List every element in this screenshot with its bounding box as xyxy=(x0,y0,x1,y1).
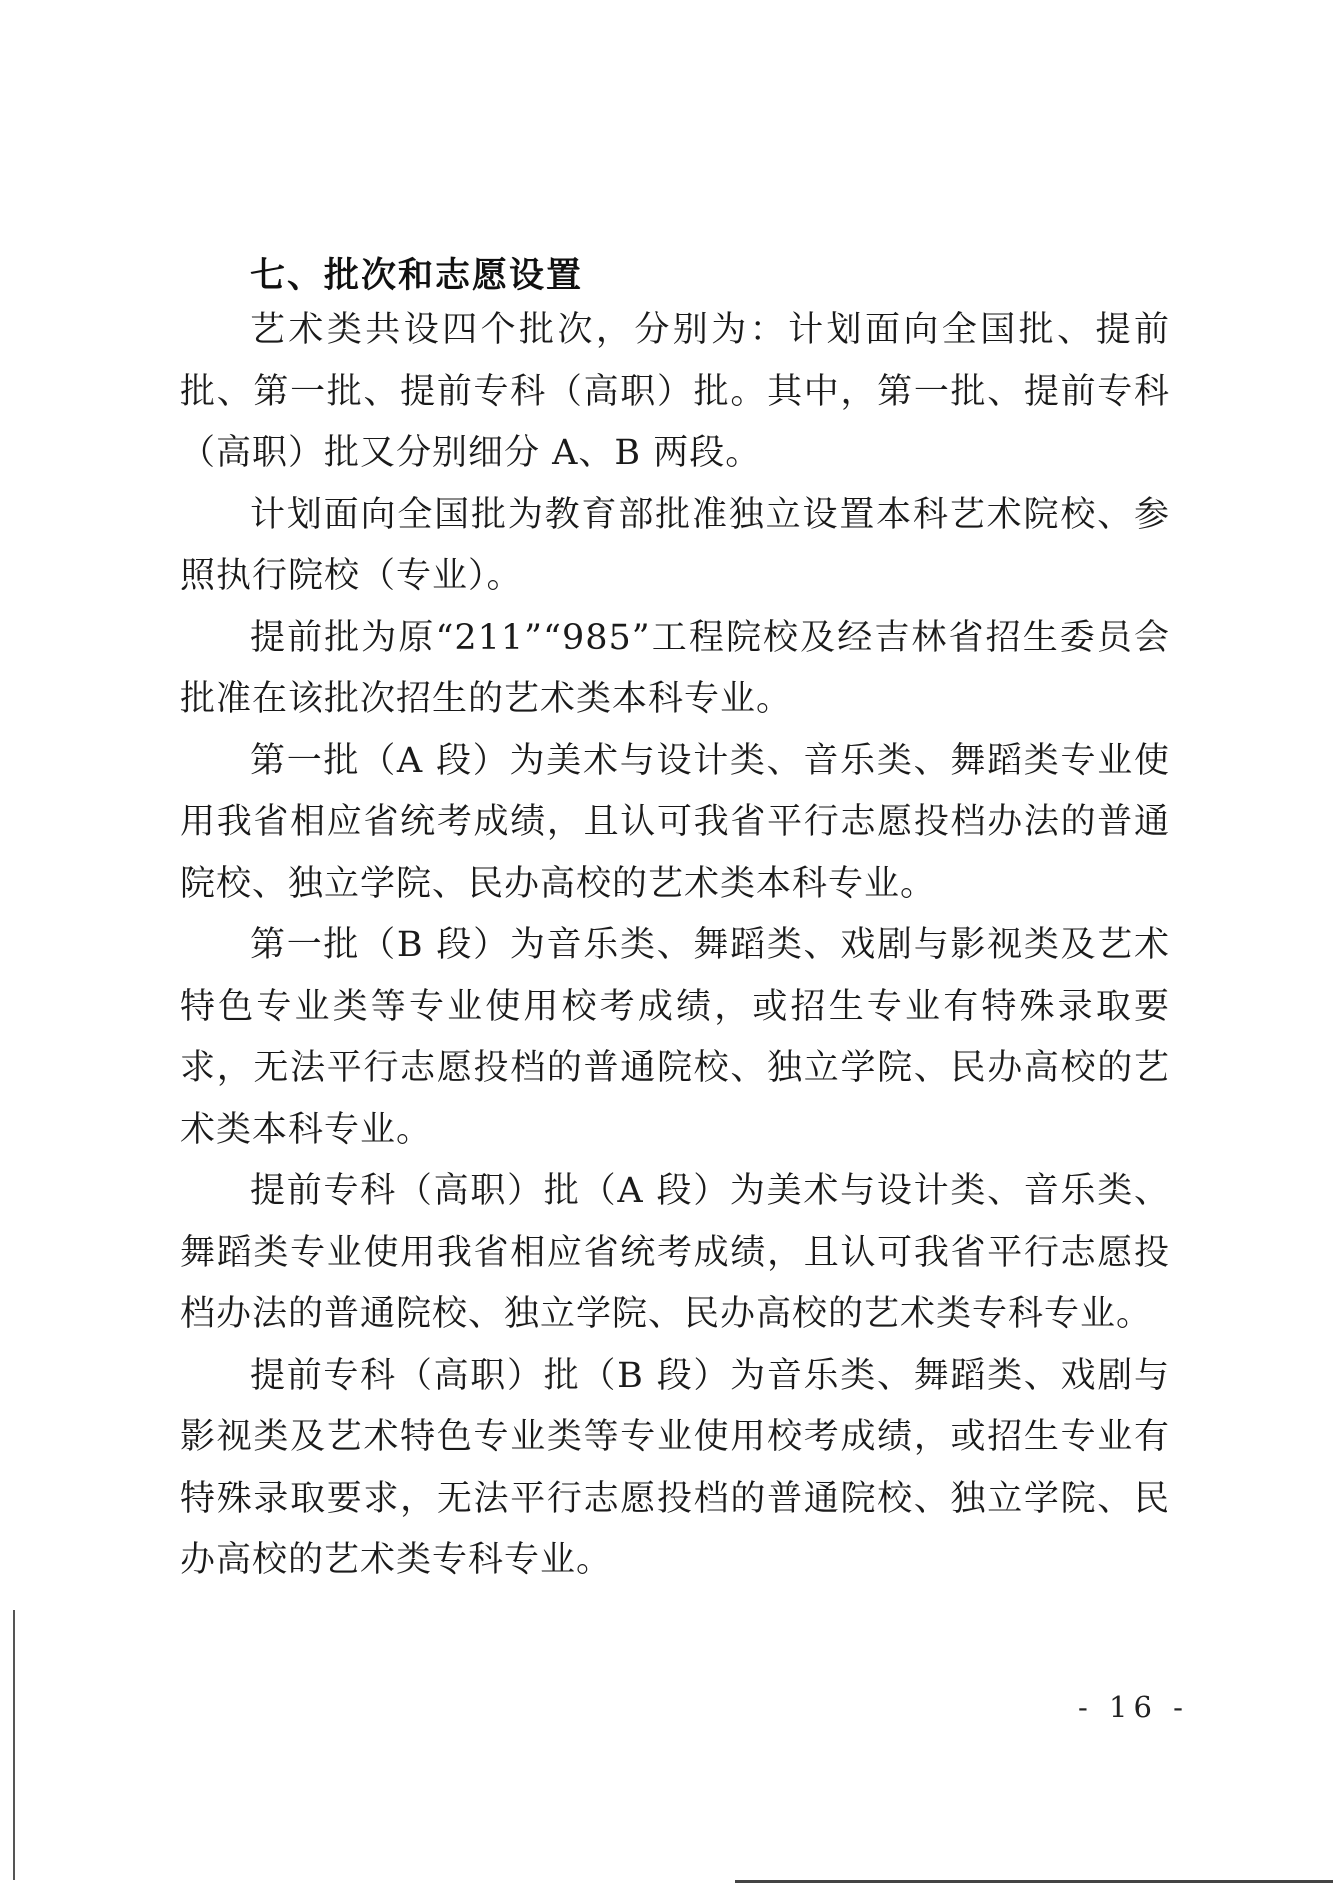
paragraph-batch-overview: 艺术类共设四个批次，分别为：计划面向全国批、提前批、第一批、提前专科（高职）批。其中，第一批、提前专科（高职）批又分别细分 A、B 两段。 xyxy=(180,310,1170,473)
paragraph-early-batch: 提前批为原“211”“985”工程院校及经吉林省招生委员会批准在该批次招生的艺术类本科专业。 xyxy=(180,617,1170,719)
document-body xyxy=(180,300,1170,1592)
paragraph-vocational-batch-a: 提前专科（高职）批（A 段）为美术与设计类、音乐类、舞蹈类专业使用我省相应省统考成绩，且认可我省平行志愿投档办法的普通院校、独立学院、民办高校的艺术类专科专业。 xyxy=(180,1171,1170,1334)
scan-edge-bottom-line xyxy=(735,1880,1333,1883)
paragraph-first-batch-a: 第一批（A 段）为美术与设计类、音乐类、舞蹈类专业使用我省相应省统考成绩，且认可我省平行志愿投档办法的普通院校、独立学院、民办高校的艺术类本科专业。 xyxy=(180,740,1170,904)
paragraph-first-batch-b: 第一批（B 段）为音乐类、舞蹈类、戏剧与影视类及艺术特色专业类等专业使用校考成绩，或招生专业有特殊录取要求，无法平行志愿投档的普通院校、独立学院、民办高校的艺术类本科专业。 xyxy=(180,925,1170,1150)
paragraph-national-batch: 计划面向全国批为教育部批准独立设置本科艺术院校、参照执行院校（专业）。 xyxy=(180,494,1170,596)
page-number: - 16 - xyxy=(1078,1690,1189,1724)
section-heading: 七、批次和志愿设置 xyxy=(250,256,584,296)
scan-edge-left-line xyxy=(13,1610,15,1880)
paragraph-vocational-batch-b: 提前专科（高职）批（B 段）为音乐类、舞蹈类、戏剧与影视类及艺术特色专业类等专业使用校考成绩，或招生专业有特殊录取要求，无法平行志愿投档的普通院校、独立学院、民办高校的艺术类专科专业。 xyxy=(180,1355,1170,1580)
